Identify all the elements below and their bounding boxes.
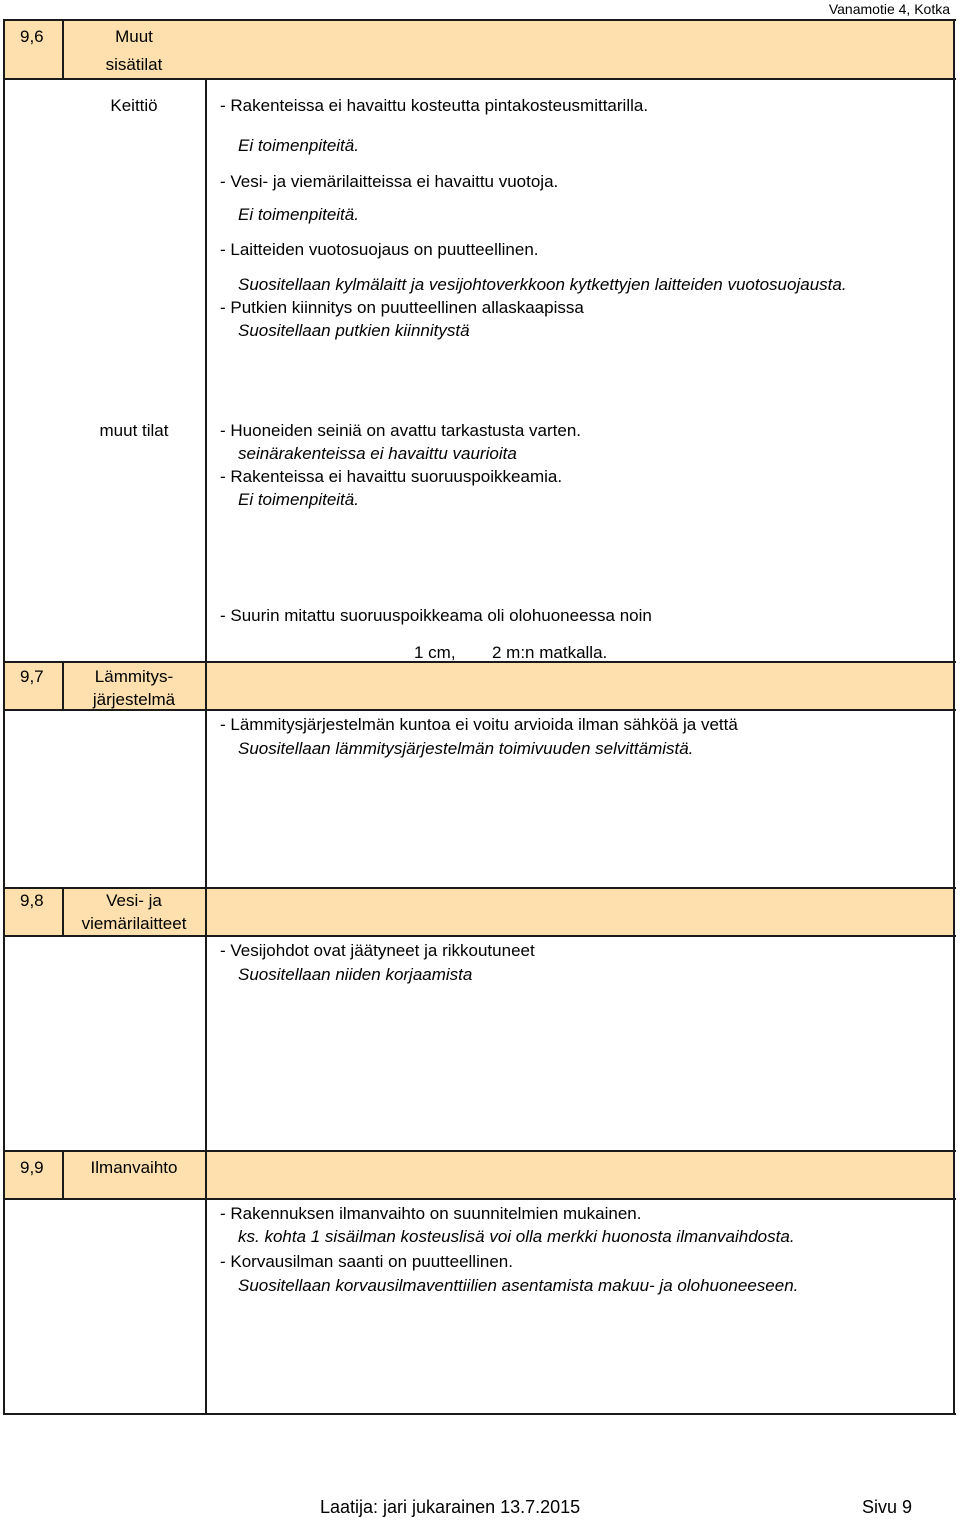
recommendation-line: Ei toimenpiteitä. bbox=[238, 490, 359, 509]
recommendation-line: Suositellaan korvausilmaventtiilien asentamista makuu- ja olohuoneeseen. bbox=[238, 1276, 799, 1295]
recommendation-line: Suositellaan lämmitysjärjestelmän toimivuuden selvittämistä. bbox=[238, 739, 694, 758]
section-number: 9,8 bbox=[20, 891, 44, 910]
section-border bbox=[4, 887, 956, 889]
room-label-muut-tilat: muut tilat bbox=[99, 421, 169, 440]
room-label-keittio: Keittiö bbox=[110, 96, 158, 115]
section-border bbox=[4, 78, 956, 80]
table-border-top bbox=[4, 19, 956, 21]
section-title: Ilmanvaihto bbox=[90, 1158, 178, 1177]
measurement-value: 1 cm, bbox=[414, 643, 456, 662]
footer-author: Laatija: jari jukarainen 13.7.2015 bbox=[320, 1497, 581, 1517]
section-border bbox=[4, 935, 956, 937]
finding-line: - Laitteiden vuotosuojaus on puutteellinen. bbox=[220, 240, 539, 259]
section-title: järjestelmä bbox=[92, 690, 176, 709]
content-col-divider bbox=[205, 78, 207, 1415]
finding-line: - Rakenteissa ei havaittu kosteutta pintakosteusmittarilla. bbox=[220, 96, 649, 115]
recommendation-line: Ei toimenpiteitä. bbox=[238, 136, 359, 155]
recommendation-line: Suositellaan niiden korjaamista bbox=[238, 965, 473, 984]
table-border-right bbox=[953, 19, 955, 1415]
finding-line: - Huoneiden seiniä on avattu tarkastusta varten. bbox=[220, 421, 581, 440]
section-number: 9,6 bbox=[20, 27, 44, 46]
section-number: 9,9 bbox=[20, 1158, 44, 1177]
section-title: Muut bbox=[115, 27, 153, 46]
finding-line: - Lämmitysjärjestelmän kuntoa ei voitu arvioida ilman sähköä ja vettä bbox=[220, 715, 738, 734]
section-title: Vesi- ja bbox=[106, 891, 162, 910]
finding-line: - Vesijohdot ovat jäätyneet ja rikkoutuneet bbox=[220, 941, 535, 960]
recommendation-line: Ei toimenpiteitä. bbox=[238, 205, 359, 224]
finding-line: - Korvausilman saanti on puutteellinen. bbox=[220, 1252, 513, 1271]
recommendation-line: ks. kohta 1 sisäilman kosteuslisä voi olla merkki huonosta ilmanvaihdosta. bbox=[238, 1227, 795, 1246]
finding-line: - Rakenteissa ei havaittu suoruuspoikkeamia. bbox=[220, 467, 563, 486]
section-border bbox=[4, 661, 956, 663]
table-border-left bbox=[3, 19, 5, 1415]
section-border bbox=[4, 1150, 956, 1152]
section-title: viemärilaitteet bbox=[81, 914, 187, 933]
finding-line: - Putkien kiinnitys on puutteellinen allaskaapissa bbox=[220, 298, 584, 317]
page-header-address: Vanamotie 4, Kotka bbox=[828, 1, 950, 17]
table-border-bottom bbox=[4, 1413, 956, 1415]
footer-page-number: Sivu 9 bbox=[862, 1497, 913, 1517]
section-title: Lämmitys- bbox=[94, 667, 174, 686]
recommendation-line: Suositellaan kylmälaitt ja vesijohtoverkkoon kytkettyjen laitteiden vuotosuojausta. bbox=[238, 275, 847, 294]
measurement-distance: 2 m:n matkalla. bbox=[492, 643, 608, 662]
finding-line: - Rakennuksen ilmanvaihto on suunnitelmien mukainen. bbox=[220, 1204, 642, 1223]
section-title: sisätilat bbox=[105, 55, 163, 74]
band-content-area bbox=[206, 662, 954, 710]
recommendation-line: Suositellaan putkien kiinnitystä bbox=[238, 321, 470, 340]
recommendation-line: seinärakenteissa ei havaittu vaurioita bbox=[238, 444, 517, 463]
finding-line: - Vesi- ja viemärilaitteissa ei havaittu vuotoja. bbox=[220, 172, 559, 191]
section-number: 9,7 bbox=[20, 667, 44, 686]
finding-line: - Suurin mitattu suoruuspoikkeama oli olohuoneessa noin bbox=[220, 606, 652, 625]
section-border bbox=[4, 1198, 956, 1200]
